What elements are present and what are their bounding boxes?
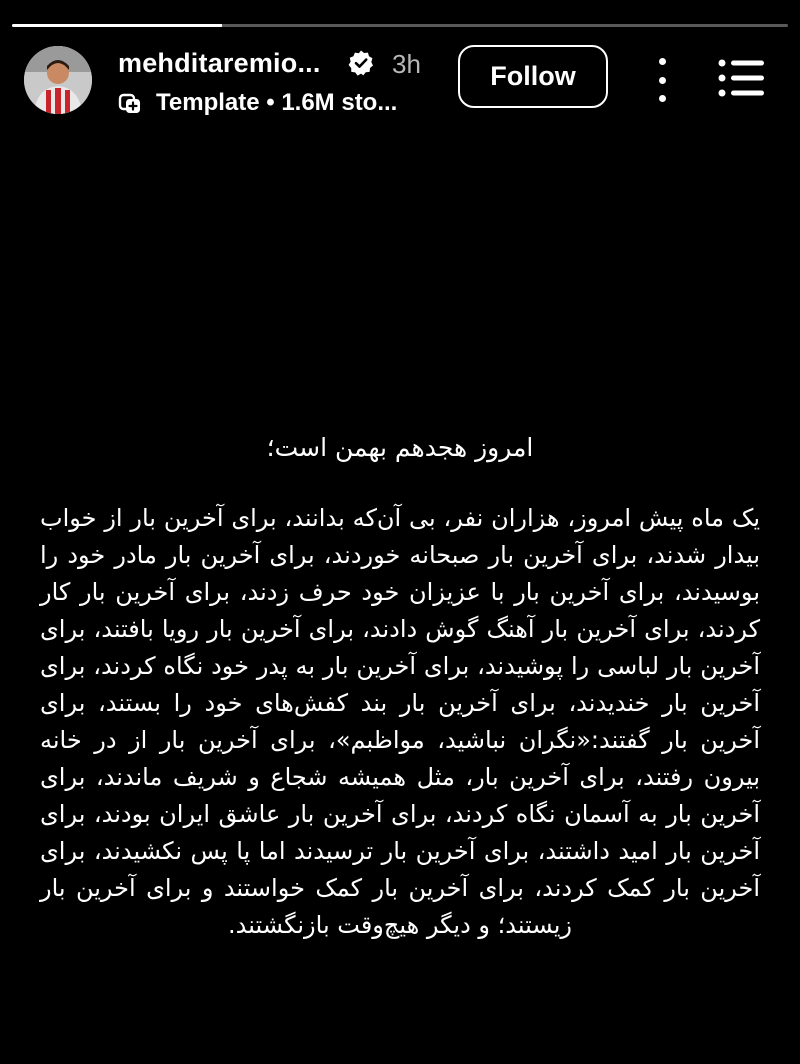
story-heading: امروز هجدهم بهمن است؛ [266, 433, 534, 462]
list-menu-icon[interactable] [718, 58, 764, 98]
template-label: Template • 1.6M sto... [156, 89, 398, 116]
follow-button[interactable]: Follow [458, 45, 608, 108]
story-progress-fill [12, 24, 222, 27]
story-header [0, 40, 800, 120]
avatar-image [24, 46, 92, 114]
username[interactable]: mehditaremio... [118, 48, 321, 78]
more-dot [659, 58, 666, 65]
more-dot [659, 95, 666, 102]
story-text-block [40, 418, 760, 944]
story-paragraph: یک ماه پیش امروز، هزاران نفر، بی آن‌که بدانند، برای آخرین بار از خواب بیدار شدند، برای آخرین بار صبحانه خوردند، برای آخرین بار مادر خود را بوسیدند، برای آخرین بار با عزیزان خود حرف زدند، برای آخرین بار کار کردند، برای آخرین بار آهنگ گوش دادند، برای آخرین بار رویا بافتند، برای آخرین بار لباسی را پوشیدند، برای آخرین بار به پدر خود نگاه کردند، برای آخرین بار خندیدند، برای آخرین بار بند کفش‌های خود را بستند، برای آخرین بار گفتند:«نگران نباشید، مواظبم»، برای آخرین بار از در خانه بیرون رفتند، برای آخرین بار، مثل همیشه شجاع و شریف ماندند، برای آخرین بار به آسمان نگاه کردند، برای آخرین بار عاشق ایران بودند، برای آخرین بار امید داشتند، برای آخرین بار ترسیدند اما پا پس نکشیدند، برای آخرین بار کمک کردند، برای آخرین بار کمک خواستند و برای آخرین بار زیستند؛ و دیگر هیچ‌وقت بازنگشتند. [40, 504, 760, 939]
template-icon [118, 90, 142, 114]
story-progress-bar [12, 24, 788, 27]
profile-avatar[interactable] [24, 46, 92, 114]
post-time: 3h [392, 49, 421, 79]
more-vertical-icon[interactable] [646, 58, 678, 102]
more-dot [659, 77, 666, 84]
verified-badge-icon [347, 49, 375, 77]
